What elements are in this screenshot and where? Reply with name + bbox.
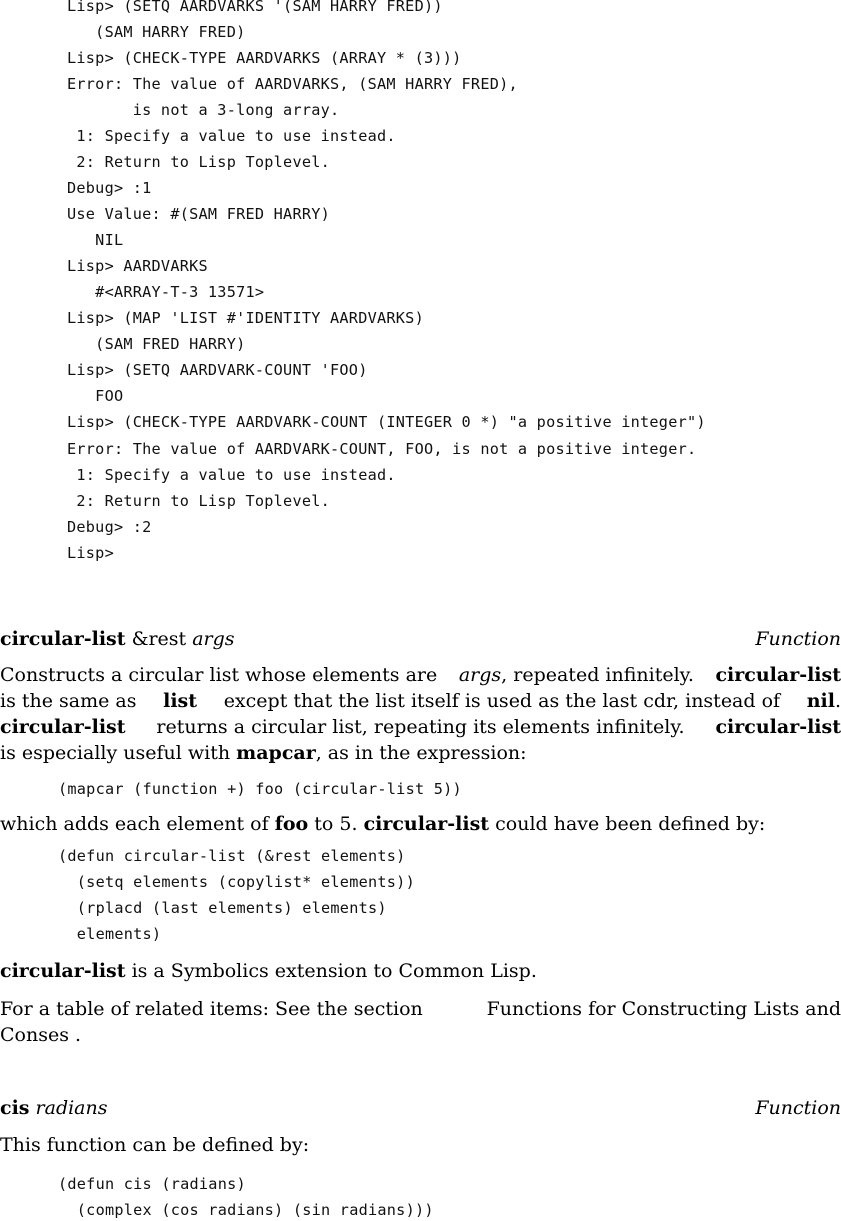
function-name: circular-list	[0, 628, 126, 650]
circular-list-entry-header	[0, 627, 841, 651]
circular-list-description	[0, 662, 841, 766]
transcript-line: Debug> :2	[67, 518, 152, 536]
entry-kind: Function	[755, 1097, 841, 1119]
transcript-line: (SAM HARRY FRED)	[67, 23, 246, 41]
cis-entry-header	[0, 1096, 841, 1120]
transcript-line: is not a 3-long array.	[67, 101, 340, 119]
related-line-2: Conses .	[0, 1024, 82, 1046]
desc-line-4: is especially useful with mapcar, as in the expression:	[0, 742, 527, 764]
transcript-line: Lisp> AARDVARKS	[67, 257, 208, 275]
transcript-line: 1: Specify a value to use instead.	[67, 466, 396, 484]
desc-line-1: Constructs a circular list whose elements are args, repeated infinitely. circular-list	[0, 664, 841, 686]
transcript-line: (SAM FRED HARRY)	[67, 335, 246, 353]
transcript-line: 2: Return to Lisp Toplevel.	[67, 492, 331, 510]
transcript-line: Error: The value of AARDVARK-COUNT, FOO, is not a positive integer.	[67, 440, 697, 458]
desc-line-3: circular-list returns a circular list, repeating its elements infinitely. circular-list	[0, 716, 841, 738]
transcript-line: Lisp>	[67, 544, 114, 562]
function-args: args	[192, 628, 235, 650]
transcript-line: NIL	[67, 231, 124, 249]
transcript-line: Lisp> (CHECK-TYPE AARDVARK-COUNT (INTEGER 0 *) "a positive integer")	[67, 413, 706, 431]
definition-line: (rplacd (last elements) elements)	[58, 899, 387, 917]
definition-line: (complex (cos radians) (sin radians)))	[58, 1201, 434, 1219]
desc-line-2: is the same as list except that the list itself is used as the last cdr, instead of nil.	[0, 690, 841, 712]
transcript-line: Lisp> (SETQ AARDVARKS '(SAM HARRY FRED))	[67, 0, 443, 15]
transcript-line: FOO	[67, 387, 124, 405]
cis-description: This function can be defined by:	[0, 1134, 310, 1156]
transcript-line: Use Value: #(SAM FRED HARRY)	[67, 205, 331, 223]
related-line-1: For a table of related items: See the section Functions for Constructing Lists and	[0, 998, 841, 1020]
entry-kind: Function	[755, 628, 841, 650]
transcript-line: Lisp> (SETQ AARDVARK-COUNT 'FOO)	[67, 361, 368, 379]
transcript-line: 2: Return to Lisp Toplevel.	[67, 153, 331, 171]
transcript-line: Lisp> (MAP 'LIST #'IDENTITY AARDVARKS)	[67, 309, 424, 327]
definition-line: elements)	[58, 925, 162, 943]
circular-list-related	[0, 996, 841, 1048]
function-args: radians	[35, 1097, 108, 1119]
lambda-keyword: &rest	[131, 628, 187, 650]
definition-line: (setq elements (copylist* elements))	[58, 873, 415, 891]
definition-line: (defun cis (radians)	[58, 1175, 246, 1193]
transcript-line: Error: The value of AARDVARKS, (SAM HARRY FRED),	[67, 75, 518, 93]
function-name: cis	[0, 1097, 30, 1119]
transcript-line: 1: Specify a value to use instead.	[67, 127, 396, 145]
transcript-line: #<ARRAY-T-3 13571>	[67, 283, 265, 301]
circular-list-extension-note: circular-list is a Symbolics extension to Common Lisp.	[0, 960, 537, 982]
mapcar-example: (mapcar (function +) foo (circular-list 5))	[58, 780, 462, 798]
transcript-line: Debug> :1	[67, 179, 152, 197]
definition-line: (defun circular-list (&rest elements)	[58, 847, 406, 865]
transcript-line: Lisp> (CHECK-TYPE AARDVARKS (ARRAY * (3)))	[67, 49, 462, 67]
circular-list-after-example: which adds each element of foo to 5. circular-list could have been defined by:	[0, 813, 766, 835]
related-section-link[interactable]: Functions for Constructing Lists and	[486, 998, 841, 1020]
